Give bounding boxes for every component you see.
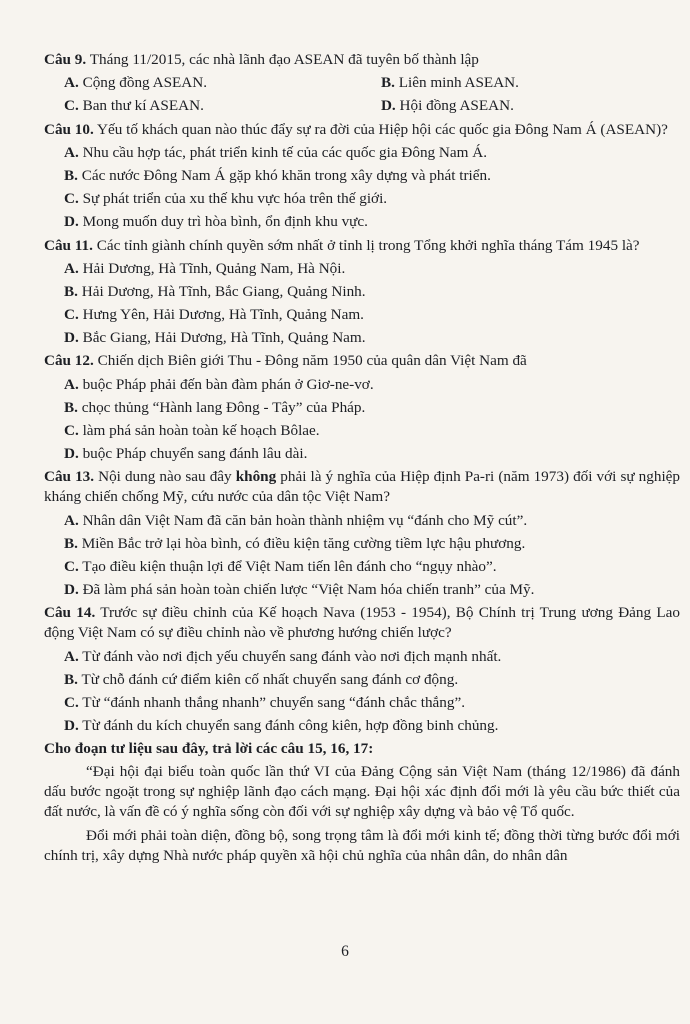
option-letter: C.: [64, 190, 79, 208]
option-text: Miền Bắc trở lại hòa bình, có điều kiện tăng cường tiềm lực hậu phương.: [77, 534, 526, 552]
option-text: Cộng đồng ASEAN.: [78, 74, 208, 92]
reading-passage: [44, 739, 680, 865]
option-letter: D.: [380, 97, 396, 115]
option-9a: [64, 73, 381, 93]
option-letter: A.: [64, 74, 79, 92]
question-10: [44, 120, 680, 233]
question-13-number: Câu 13.: [44, 468, 95, 486]
option-text: buộc Pháp chuyển sang đánh lâu dài.: [78, 445, 308, 463]
option-letter: B.: [64, 282, 78, 300]
option-letter: A.: [64, 143, 79, 161]
option-12b: [44, 398, 680, 418]
question-12-text: Chiến dịch Biên giới Thu - Đông năm 1950 của quân dân Việt Nam đã: [93, 352, 527, 370]
question-9-text: Tháng 11/2015, các nhà lãnh đạo ASEAN đã tuyên bố thành lập: [86, 51, 479, 68]
option-12a: [44, 375, 680, 395]
option-letter: C.: [64, 422, 79, 439]
option-letter: B.: [64, 398, 78, 416]
question-10-number: Câu 10.: [44, 120, 94, 138]
option-text: Đã làm phá sản hoàn toàn chiến lược “Việt Nam hóa chiến tranh” của Mỹ.: [78, 581, 535, 599]
option-letter: A.: [64, 647, 79, 665]
option-text: Sự phát triển của xu thế khu vực hóa trên thế giới.: [78, 190, 388, 208]
option-12c: [44, 421, 680, 441]
option-text: Từ “đánh nhanh thắng nhanh” chuyển sang “đánh chắc thắng”.: [78, 693, 466, 711]
option-14d: [44, 716, 680, 736]
option-9c: [64, 96, 381, 116]
option-letter: D.: [64, 213, 79, 231]
option-letter: D.: [64, 717, 79, 735]
option-13c: [44, 557, 680, 577]
option-11a: [44, 259, 680, 279]
option-text: Hội đồng ASEAN.: [395, 97, 514, 115]
question-12-number: Câu 12.: [44, 352, 94, 370]
passage-paragraph-1: “Đại hội đại biểu toàn quốc lần thứ VI của Đảng Cộng sản Việt Nam (tháng 12/1986) đã đánh dấu bước ngoặt trong sự nghiệp lãnh đạo cách mạng. Đại hội xác định đổi mới là yêu cầu bức thiết của đất nước, là vấn đề có ý nghĩa sống còn đối với sự nghiệp xây dựng và bảo vệ Tổ quốc.: [44, 763, 680, 821]
option-letter: C.: [64, 97, 79, 115]
option-10c: [44, 189, 680, 209]
option-text: Liên minh ASEAN.: [394, 74, 519, 92]
question-11-text: Các tỉnh giành chính quyền sớm nhất ở tỉnh lị trong Tổng khởi nghĩa tháng Tám 1945 là?: [92, 236, 640, 254]
option-text: Tạo điều kiện thuận lợi để Việt Nam tiến lên đánh cho “ngụy nhào”.: [78, 557, 497, 575]
option-text: buộc Pháp phải đến bàn đàm phán ở Giơ-ne-vơ.: [78, 375, 374, 393]
question-13-stem: [44, 467, 680, 507]
question-9-options-row-1: [44, 73, 680, 93]
option-text: Nhu cầu hợp tác, phát triển kinh tế của các quốc gia Đông Nam Á.: [78, 143, 488, 161]
option-letter: B.: [64, 166, 78, 184]
option-11b: [44, 282, 680, 302]
option-10a: [44, 143, 680, 163]
option-text: Nhân dân Việt Nam đã căn bản hoàn thành nhiệm vụ “đánh cho Mỹ cút”.: [78, 511, 528, 529]
option-letter: A.: [64, 259, 79, 277]
question-14-stem: [44, 603, 680, 643]
option-letter: C.: [64, 306, 79, 324]
question-10-text: Yếu tố khách quan nào thúc đẩy sự ra đời của Hiệp hội các quốc gia Đông Nam Á (ASEAN)?: [93, 120, 668, 138]
option-text: chọc thủng “Hành lang Đông - Tây” của Pháp.: [77, 398, 366, 416]
question-11-stem: [44, 236, 680, 256]
option-letter: B.: [64, 670, 78, 688]
option-text: Các nước Đông Nam Á gặp khó khăn trong xây dựng và phát triển.: [77, 166, 491, 184]
question-10-stem: [44, 120, 680, 140]
question-9-options-row-2: [44, 96, 680, 116]
question-11: [44, 236, 680, 349]
option-letter: B.: [64, 534, 78, 552]
option-letter: D.: [64, 581, 79, 599]
option-14c: [44, 693, 680, 713]
option-14b: [44, 670, 680, 690]
option-text: Hải Dương, Hà Tĩnh, Bắc Giang, Quảng Ninh.: [77, 282, 366, 300]
option-12d: [44, 444, 680, 464]
option-text: Từ đánh du kích chuyển sang đánh công kiên, hợp đồng binh chủng.: [78, 717, 499, 735]
option-letter: D.: [64, 329, 79, 347]
option-letter: C.: [64, 557, 79, 575]
option-text: Từ chỗ đánh cứ điểm kiên cố nhất chuyển sang đánh cơ động.: [77, 670, 459, 688]
option-text: Mong muốn duy trì hòa bình, ổn định khu vực.: [78, 213, 368, 231]
option-text: Bắc Giang, Hải Dương, Hà Tĩnh, Quảng Nam.: [78, 329, 366, 347]
option-9b: [381, 73, 680, 93]
option-letter: A.: [64, 511, 79, 529]
question-13-keyword: không: [235, 468, 277, 486]
option-letter: D.: [64, 445, 79, 463]
option-14a: [44, 647, 680, 667]
question-14-number: Câu 14.: [44, 604, 96, 622]
question-13: [44, 467, 680, 600]
option-13d: [44, 580, 680, 600]
page-content: [44, 50, 680, 869]
option-letter: C.: [64, 693, 79, 711]
question-14-text: Trước sự điều chỉnh của Kế hoạch Nava (1953 - 1954), Bộ Chính trị Trung ương Đảng Lao động Việt Nam có sự điều chỉnh nào về phương hướng chiến lược?: [44, 604, 680, 642]
option-11c: [44, 305, 680, 325]
passage-heading: Cho đoạn tư liệu sau đây, trả lời các câu 15, 16, 17:: [44, 740, 374, 758]
question-9-number: Câu 9.: [44, 51, 87, 68]
option-text: làm phá sản hoàn toàn kế hoạch Bôlae.: [78, 422, 320, 439]
option-11d: [44, 328, 680, 348]
option-text: Ban thư kí ASEAN.: [78, 97, 204, 115]
question-12-stem: [44, 351, 680, 371]
passage-paragraph-2: Đổi mới phải toàn diện, đồng bộ, song trọng tâm là đổi mới kinh tế; đồng thời từng bước đổi mới chính trị, xây dựng Nhà nước pháp quyền xã hội chủ nghĩa của nhân dân, do nhân dân: [44, 826, 680, 864]
question-12: [44, 351, 680, 464]
question-9: [44, 50, 680, 116]
option-13a: [44, 511, 680, 531]
question-9-stem: [44, 50, 680, 70]
option-letter: A.: [64, 375, 79, 393]
option-text: Hưng Yên, Hải Dương, Hà Tĩnh, Quảng Nam.: [78, 306, 364, 324]
option-10b: [44, 166, 680, 186]
option-10d: [44, 212, 680, 232]
option-letter: B.: [380, 74, 395, 92]
question-13-text-before: Nội dung nào sau đây: [94, 468, 236, 486]
question-13-text-after: phải là ý nghĩa của Hiệp định Pa-ri (năm 1973) đối với sự nghiệp kháng chiến chống Mỹ, cứu nước của dân tộc Việt Nam?: [44, 468, 680, 506]
question-11-number: Câu 11.: [44, 236, 93, 254]
option-13b: [44, 534, 680, 554]
page-number: 6: [341, 943, 349, 960]
option-text: Từ đánh vào nơi địch yếu chuyển sang đánh vào nơi địch mạnh nhất.: [78, 647, 502, 665]
option-9d: [381, 96, 680, 116]
option-text: Hải Dương, Hà Tĩnh, Quảng Nam, Hà Nội.: [78, 259, 346, 277]
question-14: [44, 603, 680, 736]
